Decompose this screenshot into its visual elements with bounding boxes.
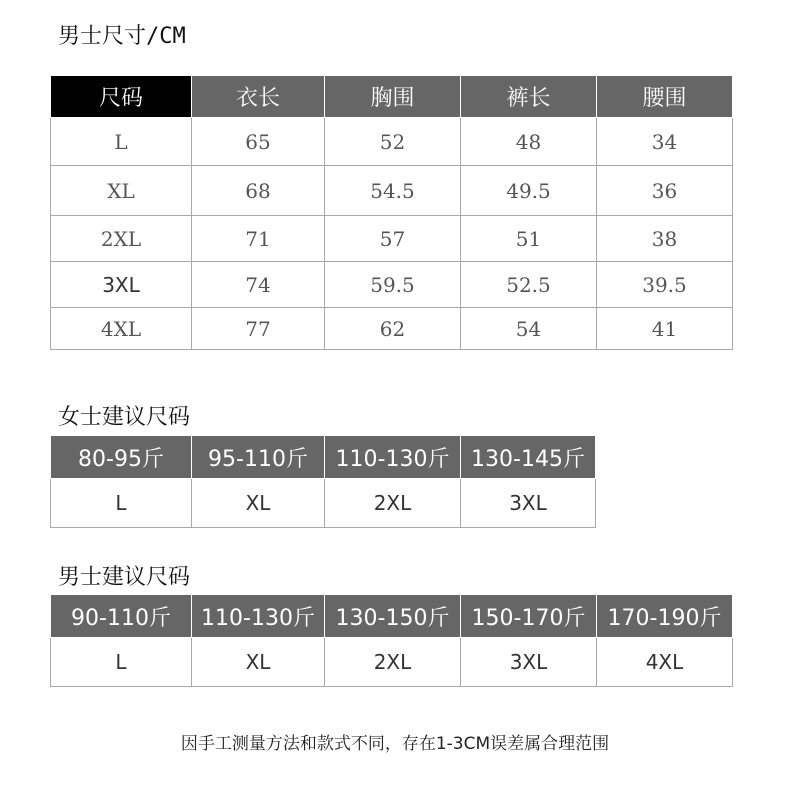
header-size: 尺码 [51,76,192,118]
table-row [51,638,733,687]
table-cell: 52 [325,118,461,166]
table-cell: 65 [192,118,325,166]
weight-range-header: 110-130斤 [192,595,325,638]
men-recommend-title: 男士建议尺码 [58,565,191,590]
women-recommend-title: 女士建议尺码 [58,405,191,430]
weight-range-header: 95-110斤 [192,436,325,479]
size-cell: 4XL [597,638,733,687]
header-waist: 腰围 [597,76,733,118]
table-cell: 71 [192,216,325,262]
weight-range-header: 90-110斤 [51,595,192,638]
table-cell: 2XL [51,216,192,262]
table-cell: 3XL [51,262,192,308]
weight-range-header: 130-150斤 [325,595,461,638]
table-cell: 51 [461,216,597,262]
table-header-row [51,595,733,638]
weight-range-header: 80-95斤 [51,436,192,479]
table-cell: 62 [325,308,461,350]
size-cell: L [51,479,192,528]
table-header-row [51,76,733,118]
table-cell: 74 [192,262,325,308]
table-cell: 39.5 [597,262,733,308]
table-cell: 54 [461,308,597,350]
women-recommend-table [50,435,596,528]
table-cell: 57 [325,216,461,262]
size-cell: 3XL [461,638,597,687]
table-cell: 36 [597,166,733,216]
table-cell: 52.5 [461,262,597,308]
table-row [51,118,733,166]
table-cell: XL [51,166,192,216]
table-cell: 34 [597,118,733,166]
men-recommend-table [50,594,733,687]
weight-range-header: 110-130斤 [325,436,461,479]
size-cell: 2XL [325,638,461,687]
header-pants-length: 裤长 [461,76,597,118]
weight-range-header: 150-170斤 [461,595,597,638]
table-row [51,216,733,262]
table-row [51,262,733,308]
table-cell: 49.5 [461,166,597,216]
size-cell: 2XL [325,479,461,528]
table-cell: L [51,118,192,166]
table-cell: 48 [461,118,597,166]
size-cell: 3XL [461,479,596,528]
table-row [51,308,733,350]
table-cell: 38 [597,216,733,262]
table-cell: 41 [597,308,733,350]
size-cell: L [51,638,192,687]
table-header-row [51,436,596,479]
men-size-title: 男士尺寸/CM [58,24,186,49]
size-cell: XL [192,479,325,528]
table-row [51,479,596,528]
men-size-table [50,75,733,350]
table-cell: 59.5 [325,262,461,308]
header-length: 衣长 [192,76,325,118]
table-cell: 54.5 [325,166,461,216]
table-cell: 77 [192,308,325,350]
table-row [51,166,733,216]
table-cell: 4XL [51,308,192,350]
table-cell: 68 [192,166,325,216]
weight-range-header: 130-145斤 [461,436,596,479]
header-chest: 胸围 [325,76,461,118]
size-cell: XL [192,638,325,687]
measurement-footnote: 因手工测量方法和款式不同，存在1-3CM误差属合理范围 [180,734,610,754]
weight-range-header: 170-190斤 [597,595,733,638]
